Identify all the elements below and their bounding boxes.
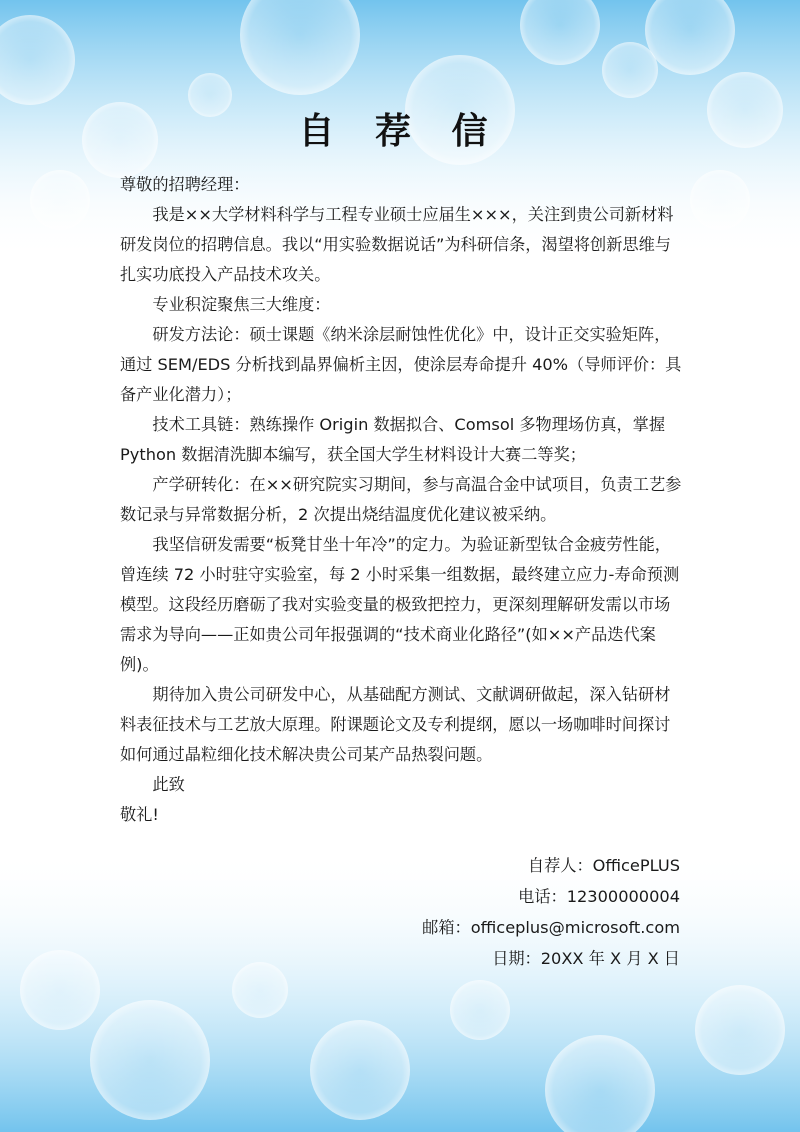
paragraph-expect: 期待加入贵公司研发中心，从基础配方测试、文献调研做起，深入钻研材料表征技术与工艺放大原理。附课题论文及专利提纲，愿以一场咖啡时间探讨如何通过晶粒细化技术解决贵公司某产品热裂问题。 <box>120 685 671 764</box>
closing-line1: 此致 <box>152 775 185 794</box>
salutation: 尊敬的招聘经理： <box>120 175 250 194</box>
signature-email: 邮箱：officeplus@microsoft.com <box>422 918 680 937</box>
paragraph-belief: 我坚信研发需要“板凳甘坐十年冷”的定力。为验证新型钛合金疲劳性能，曾连续 72 小时驻守实验室，每 2 小时采集一组数据，最终建立应力-寿命预测模型。这段经历磨砺了我对实验变量的极致把控力，更深刻理解研发需以市场需求为导向——正如贵公司年报强调的“技术商业化路径”(如××产品迭代案例)。 <box>120 535 680 674</box>
signature-phone: 电话：12300000004 <box>518 887 680 906</box>
page-title: 自 荐 信 <box>298 111 502 152</box>
paragraph-method: 研发方法论：硕士课题《纳米涂层耐蚀性优化》中，设计正交实验矩阵，通过 SEM/EDS 分析找到晶界偏析主因，使涂层寿命提升 40%（导师评价：具备产业化潜力）； <box>120 325 682 404</box>
closing-line2: 敬礼! <box>120 805 159 824</box>
signature-date: 日期：20XX 年 X 月 X 日 <box>492 949 680 968</box>
paragraph-intro: 我是××大学材料科学与工程专业硕士应届生×××，关注到贵公司新材料研发岗位的招聘信息。我以“用实验数据说话”为科研信条，渴望将创新思维与扎实功底投入产品技术攻关。 <box>120 205 674 284</box>
signature-name: 自荐人：OfficePLUS <box>527 856 680 875</box>
paragraph-focus: 专业积淀聚焦三大维度： <box>152 295 331 314</box>
letter-body <box>120 170 682 830</box>
paragraph-tools: 技术工具链：熟练操作 Origin 数据拟合、Comsol 多物理场仿真，掌握 Python 数据清洗脚本编写，获全国大学生材料设计大赛二等奖； <box>120 415 666 464</box>
paragraph-industry: 产学研转化：在××研究院实习期间，参与高温合金中试项目，负责工艺参数记录与异常数据分析，2 次提出烧结温度优化建议被采纳。 <box>120 475 682 524</box>
signature-block <box>422 850 680 974</box>
